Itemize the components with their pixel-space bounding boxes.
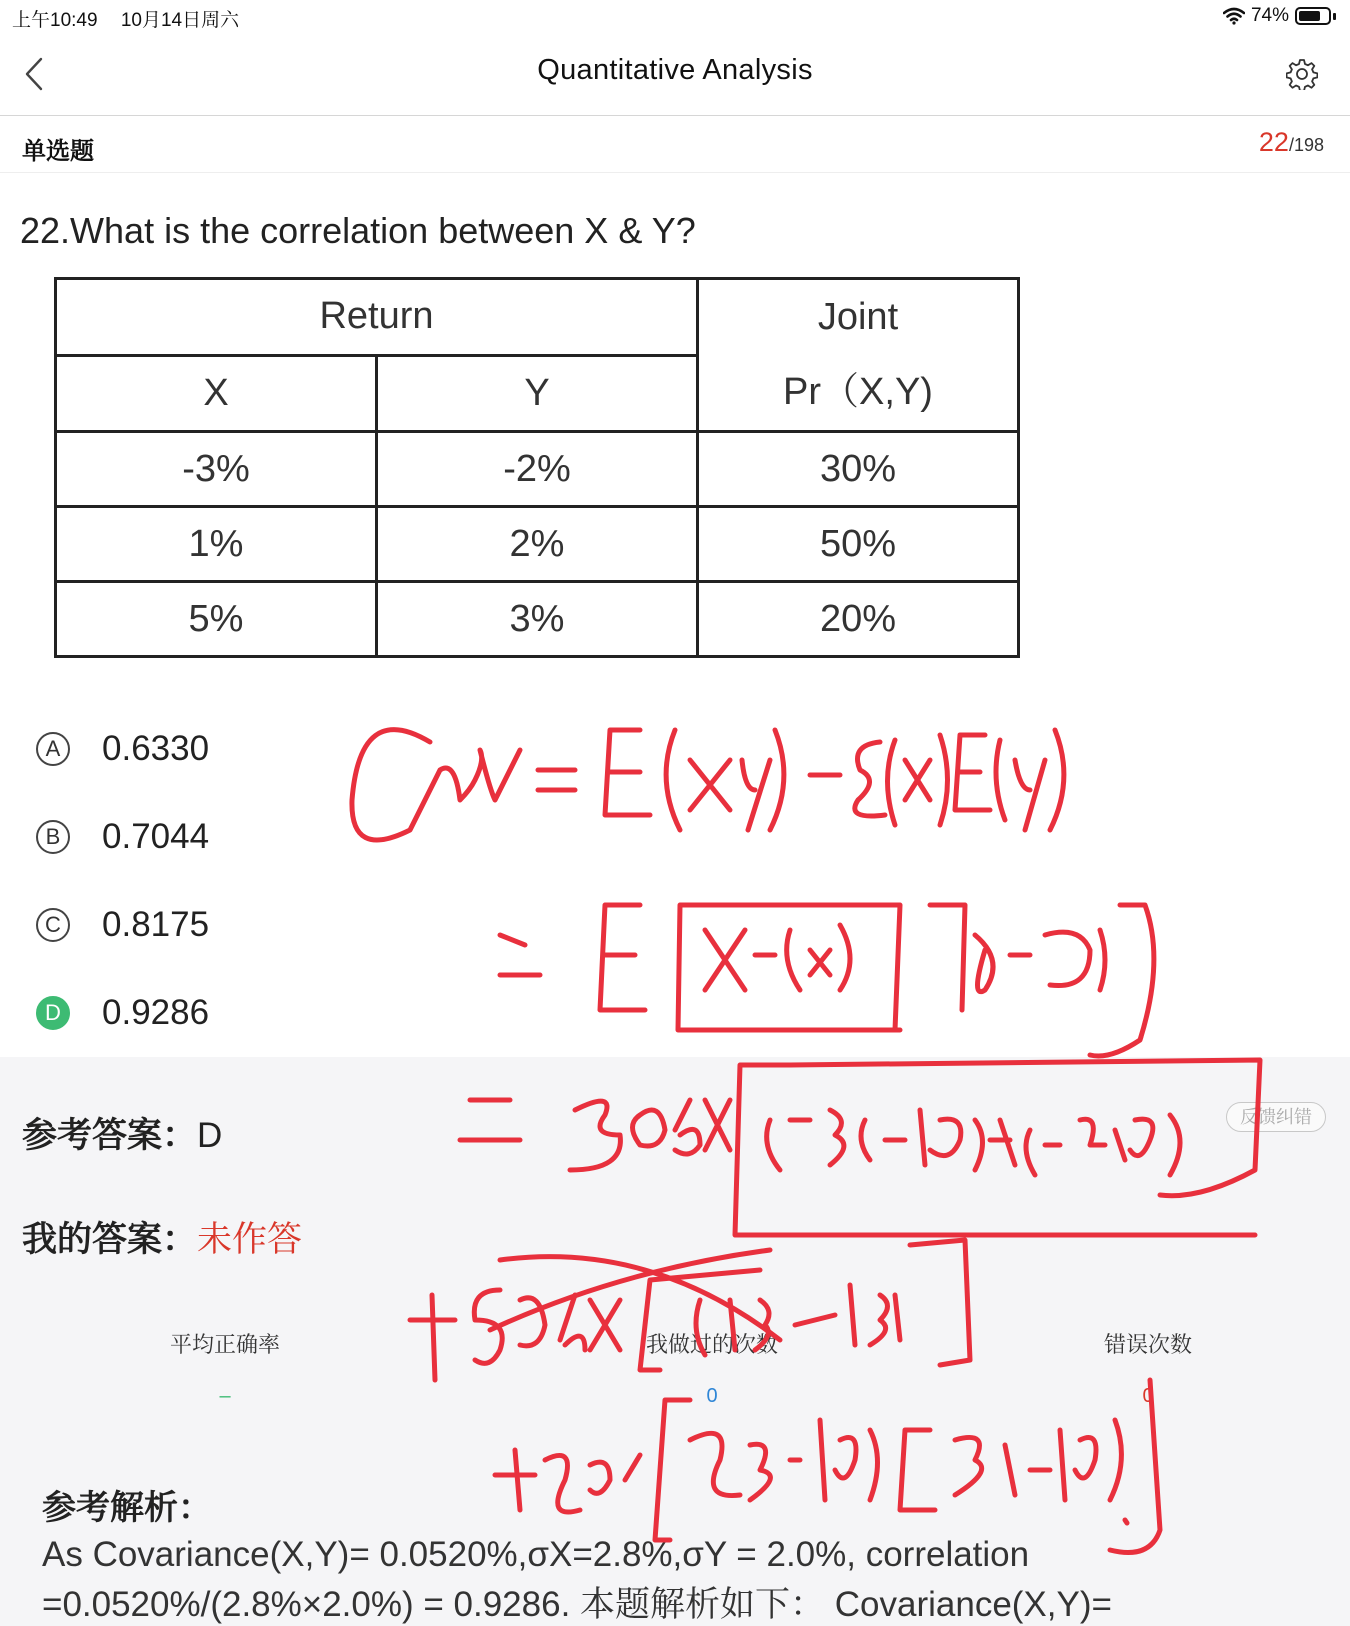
option-marker: C <box>36 908 70 942</box>
progress-total: 198 <box>1293 135 1324 155</box>
option-text: 0.6330 <box>102 729 210 768</box>
analysis-line: As Covariance(X,Y)= 0.0520%,σX=2.8%,σY = 2.0%, correlation <box>42 1535 1030 1574</box>
table-header-joint-line1: Joint <box>817 296 899 338</box>
option-a[interactable] <box>36 729 209 769</box>
option-c[interactable] <box>36 905 209 945</box>
table-cell-x: 1% <box>56 507 377 582</box>
status-left <box>12 5 257 32</box>
my-answer <box>22 1212 302 1262</box>
page-title: Quantitative Analysis <box>537 54 813 86</box>
progress-current: 22 <box>1258 127 1289 157</box>
table-cell-x: -3% <box>56 432 377 507</box>
table-header-return: Return <box>56 279 698 356</box>
table-row <box>56 432 1019 507</box>
status-bar <box>0 0 1350 34</box>
option-text: 0.7044 <box>102 817 210 856</box>
table-header-joint <box>698 279 1019 432</box>
stat-label: 平均正确率 <box>169 1332 280 1357</box>
table-cell-y: 2% <box>377 507 698 582</box>
stat-accuracy <box>115 1328 335 1408</box>
status-date: 10月14日周六 <box>120 10 240 31</box>
option-d[interactable] <box>36 993 209 1033</box>
option-marker-correct: D <box>36 996 70 1030</box>
battery-level <box>1299 11 1320 21</box>
analysis-body <box>42 1530 1332 1626</box>
stat-value: – <box>219 1385 231 1407</box>
progress-separator: / <box>1288 135 1294 155</box>
battery-icon <box>1295 7 1331 25</box>
analysis-line: =0.0520%/(2.8%×2.0%) = 0.9286. 本题解析如下： Covariance(X,Y)= <box>42 1585 1112 1624</box>
stat-attempts <box>602 1328 822 1408</box>
stat-label: 我做过的次数 <box>645 1332 778 1357</box>
stat-value: 0 <box>1142 1385 1154 1407</box>
table-cell-x: 5% <box>56 582 377 657</box>
my-answer-value: 未作答 <box>197 1220 303 1259</box>
my-answer-label: 我的答案： <box>22 1220 198 1259</box>
option-marker: A <box>36 732 70 766</box>
option-text: 0.8175 <box>102 905 210 944</box>
question-progress <box>1259 127 1324 158</box>
reference-answer <box>22 1108 222 1158</box>
feedback-button[interactable]: 反馈纠错 <box>1226 1102 1326 1132</box>
option-marker: B <box>36 820 70 854</box>
wifi-icon <box>1223 7 1245 25</box>
status-right <box>1223 5 1336 27</box>
reference-answer-label: 参考答案： <box>22 1116 198 1155</box>
battery-percent: 74% <box>1250 5 1289 26</box>
stat-label: 错误次数 <box>1103 1332 1192 1357</box>
nav-bar <box>0 34 1350 116</box>
table-cell-y: -2% <box>377 432 698 507</box>
table-cell-prob: 50% <box>698 507 1019 582</box>
question-table <box>54 277 1020 658</box>
table-cell-y: 3% <box>377 582 698 657</box>
gear-icon <box>1286 58 1318 90</box>
settings-button[interactable] <box>1282 54 1322 94</box>
table-header-y: Y <box>377 355 698 432</box>
table-cell-prob: 30% <box>698 432 1019 507</box>
stat-errors <box>1038 1328 1258 1408</box>
status-time: 上午10:49 <box>12 10 98 31</box>
table-header-x: X <box>56 355 377 432</box>
reference-answer-value: D <box>197 1116 223 1155</box>
battery-tip <box>1333 13 1336 20</box>
analysis-title: 参考解析： <box>42 1489 212 1527</box>
question-type-label: 单选题 <box>22 138 94 165</box>
table-row <box>56 507 1019 582</box>
question-text: 22.What is the correlation between X & Y? <box>20 210 696 251</box>
question-type-bar <box>0 117 1350 173</box>
stat-value: 0 <box>706 1385 718 1407</box>
option-text: 0.9286 <box>102 993 210 1032</box>
table-header-joint-line2: Pr（X,Y) <box>783 371 933 413</box>
table-row <box>56 582 1019 657</box>
option-b[interactable] <box>36 817 209 857</box>
table-cell-prob: 20% <box>698 582 1019 657</box>
